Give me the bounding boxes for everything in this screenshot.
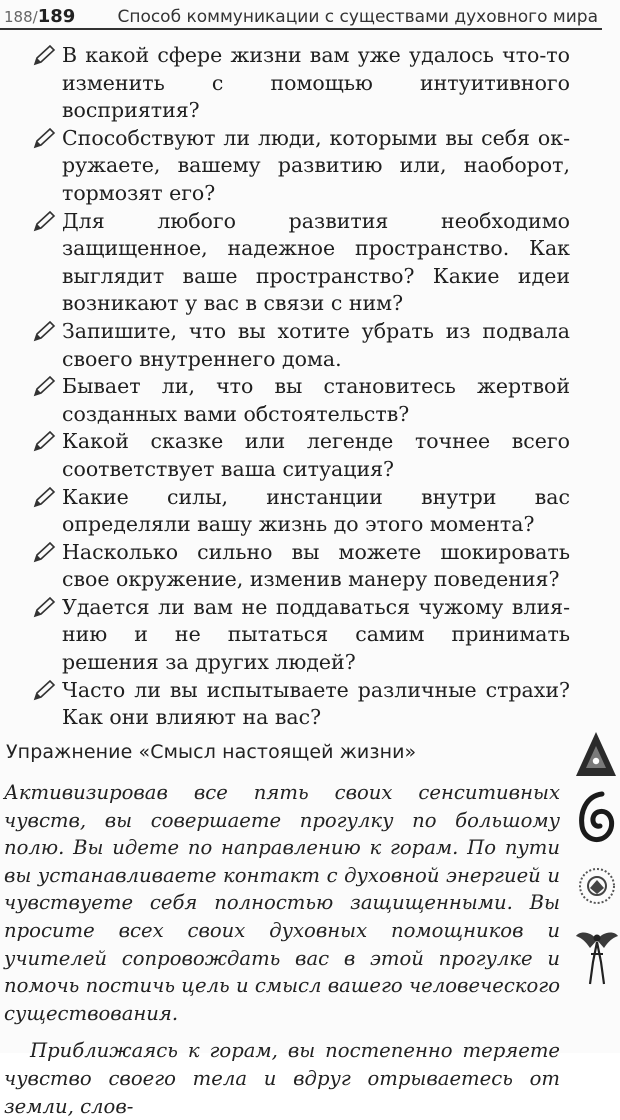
pencil-icon (32, 486, 56, 508)
question-text: В какой сфере жизни вам уже удалось что-то изменить с помощью интуитивного восприятия? (62, 43, 570, 123)
question-item (30, 484, 570, 539)
page-numbers (4, 6, 75, 28)
pencil-icon (32, 430, 56, 452)
question-text: Бывает ли, что вы становитесь жертвой созданных вами обстоятельств? (62, 374, 570, 426)
question-item (30, 539, 570, 594)
pencil-icon (32, 127, 56, 149)
spiral-icon (574, 788, 618, 846)
winged-figure-icon (574, 926, 620, 988)
question-text: Какой сказке или легенде точнее всего соответствует ваша ситуация? (62, 429, 570, 481)
question-item (30, 677, 570, 732)
question-text: Удается ли вам не поддаваться чужому влиянию и не пытаться самим принимать решения за других людей? (62, 594, 570, 675)
page-number-left: 188/ (4, 8, 38, 26)
question-item (30, 428, 570, 483)
question-list (30, 42, 570, 732)
question-text: Для любого развития необходимо защищенное, надежное пространство. Как выглядит ваше пространство? Какие идеи возникают у вас в связи с ним? (62, 208, 570, 316)
page-header (0, 0, 602, 30)
question-text: Запишите, что вы хотите убрать из подвала своего внутреннего дома. (62, 318, 570, 371)
question-item (30, 42, 570, 125)
side-icon-column (574, 730, 620, 1030)
running-title: Способ коммуникации с существами духовного мира (117, 7, 598, 27)
page-number-right: 189 (37, 6, 76, 27)
pencil-icon (32, 44, 56, 66)
pencil-icon (32, 541, 56, 563)
question-text: Часто ли вы испытываете различные страхи? Как они влияют на вас? (62, 677, 570, 730)
exercise-title: Упражнение «Смысл настоящей жизни» (6, 741, 417, 763)
question-item (30, 318, 570, 373)
triangle-eye-icon (574, 730, 618, 780)
question-item (30, 125, 570, 208)
exercise-body (4, 779, 560, 1120)
question-item (30, 208, 570, 318)
exercise-paragraph: Приближаясь к горам, вы постепенно теряете чувство своего тела и вдруг отрываетесь от земли, слов- (4, 1039, 560, 1118)
question-text: Насколько сильно вы можете шокировать свое окружение, изменив манеру поведения? (62, 539, 570, 592)
question-item (30, 373, 570, 428)
question-item (30, 594, 570, 677)
question-text: Способствуют ли люди, которыми вы себя окружаете, вашему развитию или, наоборот, тормозят его? (62, 125, 570, 205)
pencil-icon (32, 210, 56, 232)
pencil-icon (32, 596, 56, 618)
pencil-icon (32, 679, 56, 701)
pencil-icon (32, 375, 56, 397)
pencil-icon (32, 320, 56, 342)
sun-circle-icon (574, 858, 620, 914)
question-text: Какие силы, инстанции внутри вас определяли вашу жизнь до этого момента? (62, 484, 570, 537)
exercise-paragraph: Активизировав все пять своих сенситивных чувств, вы совершаете прогулку по большому полю. Вы идете по направлению к горам. По пути вы устанавливаете контакт с духовной энергией и чувствуете себя полностью защищенными. Вы просите всех своих духовных помощников и учителей сопровождать вас в этой прогулке и помочь постичь цель и смысл вашего человеческого существования. (4, 781, 560, 1025)
